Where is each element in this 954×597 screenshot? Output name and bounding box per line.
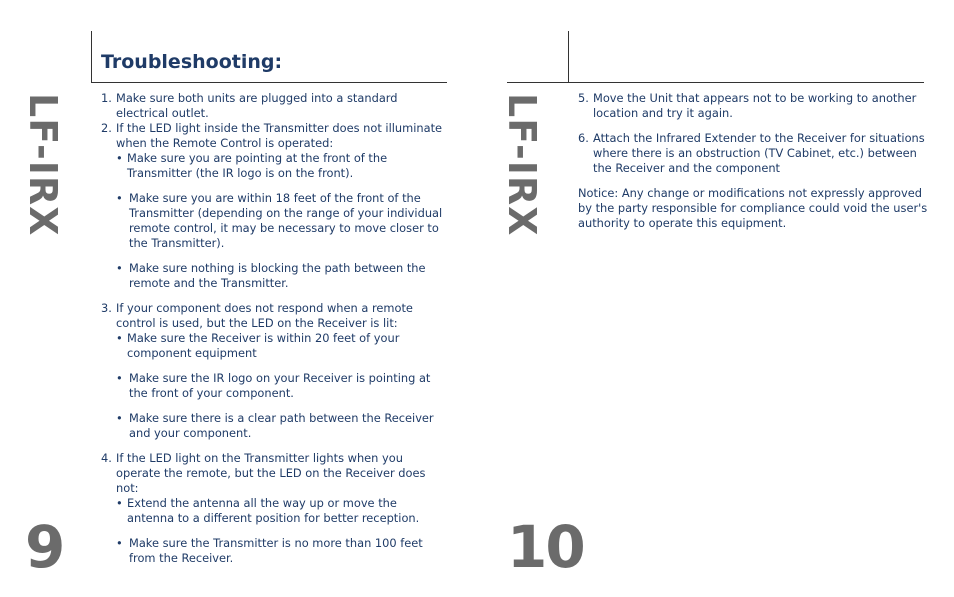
- compliance-notice: Notice: Any change or modifications not expressly approved by the party responsible for compliance could void the user's authority to operate this equipment.: [578, 186, 928, 230]
- bullet-dot: •: [116, 496, 123, 510]
- bullet-item: [116, 496, 447, 526]
- header-vertical-rule: [91, 31, 92, 82]
- bullet-text: Make sure there is a clear path between the Receiver and your component.: [129, 411, 434, 440]
- bullet-item: [116, 151, 447, 181]
- bullet-dot: •: [116, 191, 123, 205]
- item-number: 1.: [101, 91, 112, 105]
- page-number: 9: [25, 513, 64, 581]
- list-item: [101, 451, 447, 566]
- bullet-text: Extend the antenna all the way up or move the antenna to a different position for better reception.: [127, 496, 420, 525]
- bullet-item: [116, 536, 447, 566]
- item-number: 2.: [101, 121, 112, 135]
- header-horizontal-rule: [91, 82, 447, 83]
- right-page: [477, 0, 954, 597]
- bullet-text: Make sure you are within 18 feet of the front of the Transmitter (depending on the range of your individual remote control, it may be necessary to move closer to the Transmitter).: [129, 191, 443, 250]
- bullet-text: Make sure nothing is blocking the path between the remote and the Transmitter.: [129, 261, 426, 290]
- item-number: 4.: [101, 451, 112, 465]
- list-item: [578, 131, 928, 176]
- page-title: Troubleshooting:: [101, 51, 283, 73]
- header-horizontal-rule: [507, 82, 924, 83]
- bullet-item: [116, 331, 447, 361]
- item-text: Make sure both units are plugged into a standard electrical outlet.: [116, 91, 398, 120]
- bullet-dot: •: [116, 331, 123, 345]
- header-vertical-rule: [568, 31, 569, 82]
- item-text: Attach the Infrared Extender to the Receiver for situations where there is an obstruction (TV Cabinet, etc.) between the Receiver and the component: [593, 131, 925, 175]
- bullet-dot: •: [116, 151, 123, 165]
- bullet-text: Make sure you are pointing at the front of the Transmitter (the IR logo is on the front).: [127, 151, 388, 180]
- bullet-text: Make sure the Receiver is within 20 feet of your component equipment: [127, 331, 400, 360]
- bullet-item: [116, 261, 447, 291]
- bullet-dot: •: [116, 371, 123, 385]
- continued-list: [578, 91, 928, 231]
- list-item: [578, 91, 928, 121]
- item-number: 3.: [101, 301, 112, 315]
- bullet-item: [116, 371, 447, 401]
- item-text: If your component does not respond when a remote control is used, but the LED on the Receiver is lit:: [116, 301, 413, 330]
- side-product-label: LF-IRX: [500, 93, 544, 237]
- bullet-text: Make sure the IR logo on your Receiver is pointing at the front of your component.: [129, 371, 431, 400]
- item-number: 6.: [578, 131, 589, 145]
- item-text: If the LED light on the Transmitter lights when you operate the remote, but the LED on the Receiver does not:: [116, 451, 426, 495]
- list-item: [101, 91, 447, 121]
- item-text: If the LED light inside the Transmitter does not illuminate when the Remote Control is operated:: [116, 121, 443, 150]
- bullet-dot: •: [116, 411, 123, 425]
- bullet-text: Make sure the Transmitter is no more than 100 feet from the Receiver.: [129, 536, 423, 565]
- bullet-dot: •: [116, 536, 123, 550]
- bullet-item: [116, 411, 447, 441]
- list-item: [101, 121, 447, 291]
- item-number: 5.: [578, 91, 589, 105]
- list-item: [101, 301, 447, 441]
- side-product-label: LF-IRX: [21, 93, 65, 237]
- item-text: Move the Unit that appears not to be working to another location and try it again.: [593, 91, 917, 120]
- troubleshooting-list: [101, 91, 447, 566]
- page-number: 10: [507, 513, 584, 581]
- bullet-dot: •: [116, 261, 123, 275]
- bullet-item: [116, 191, 447, 251]
